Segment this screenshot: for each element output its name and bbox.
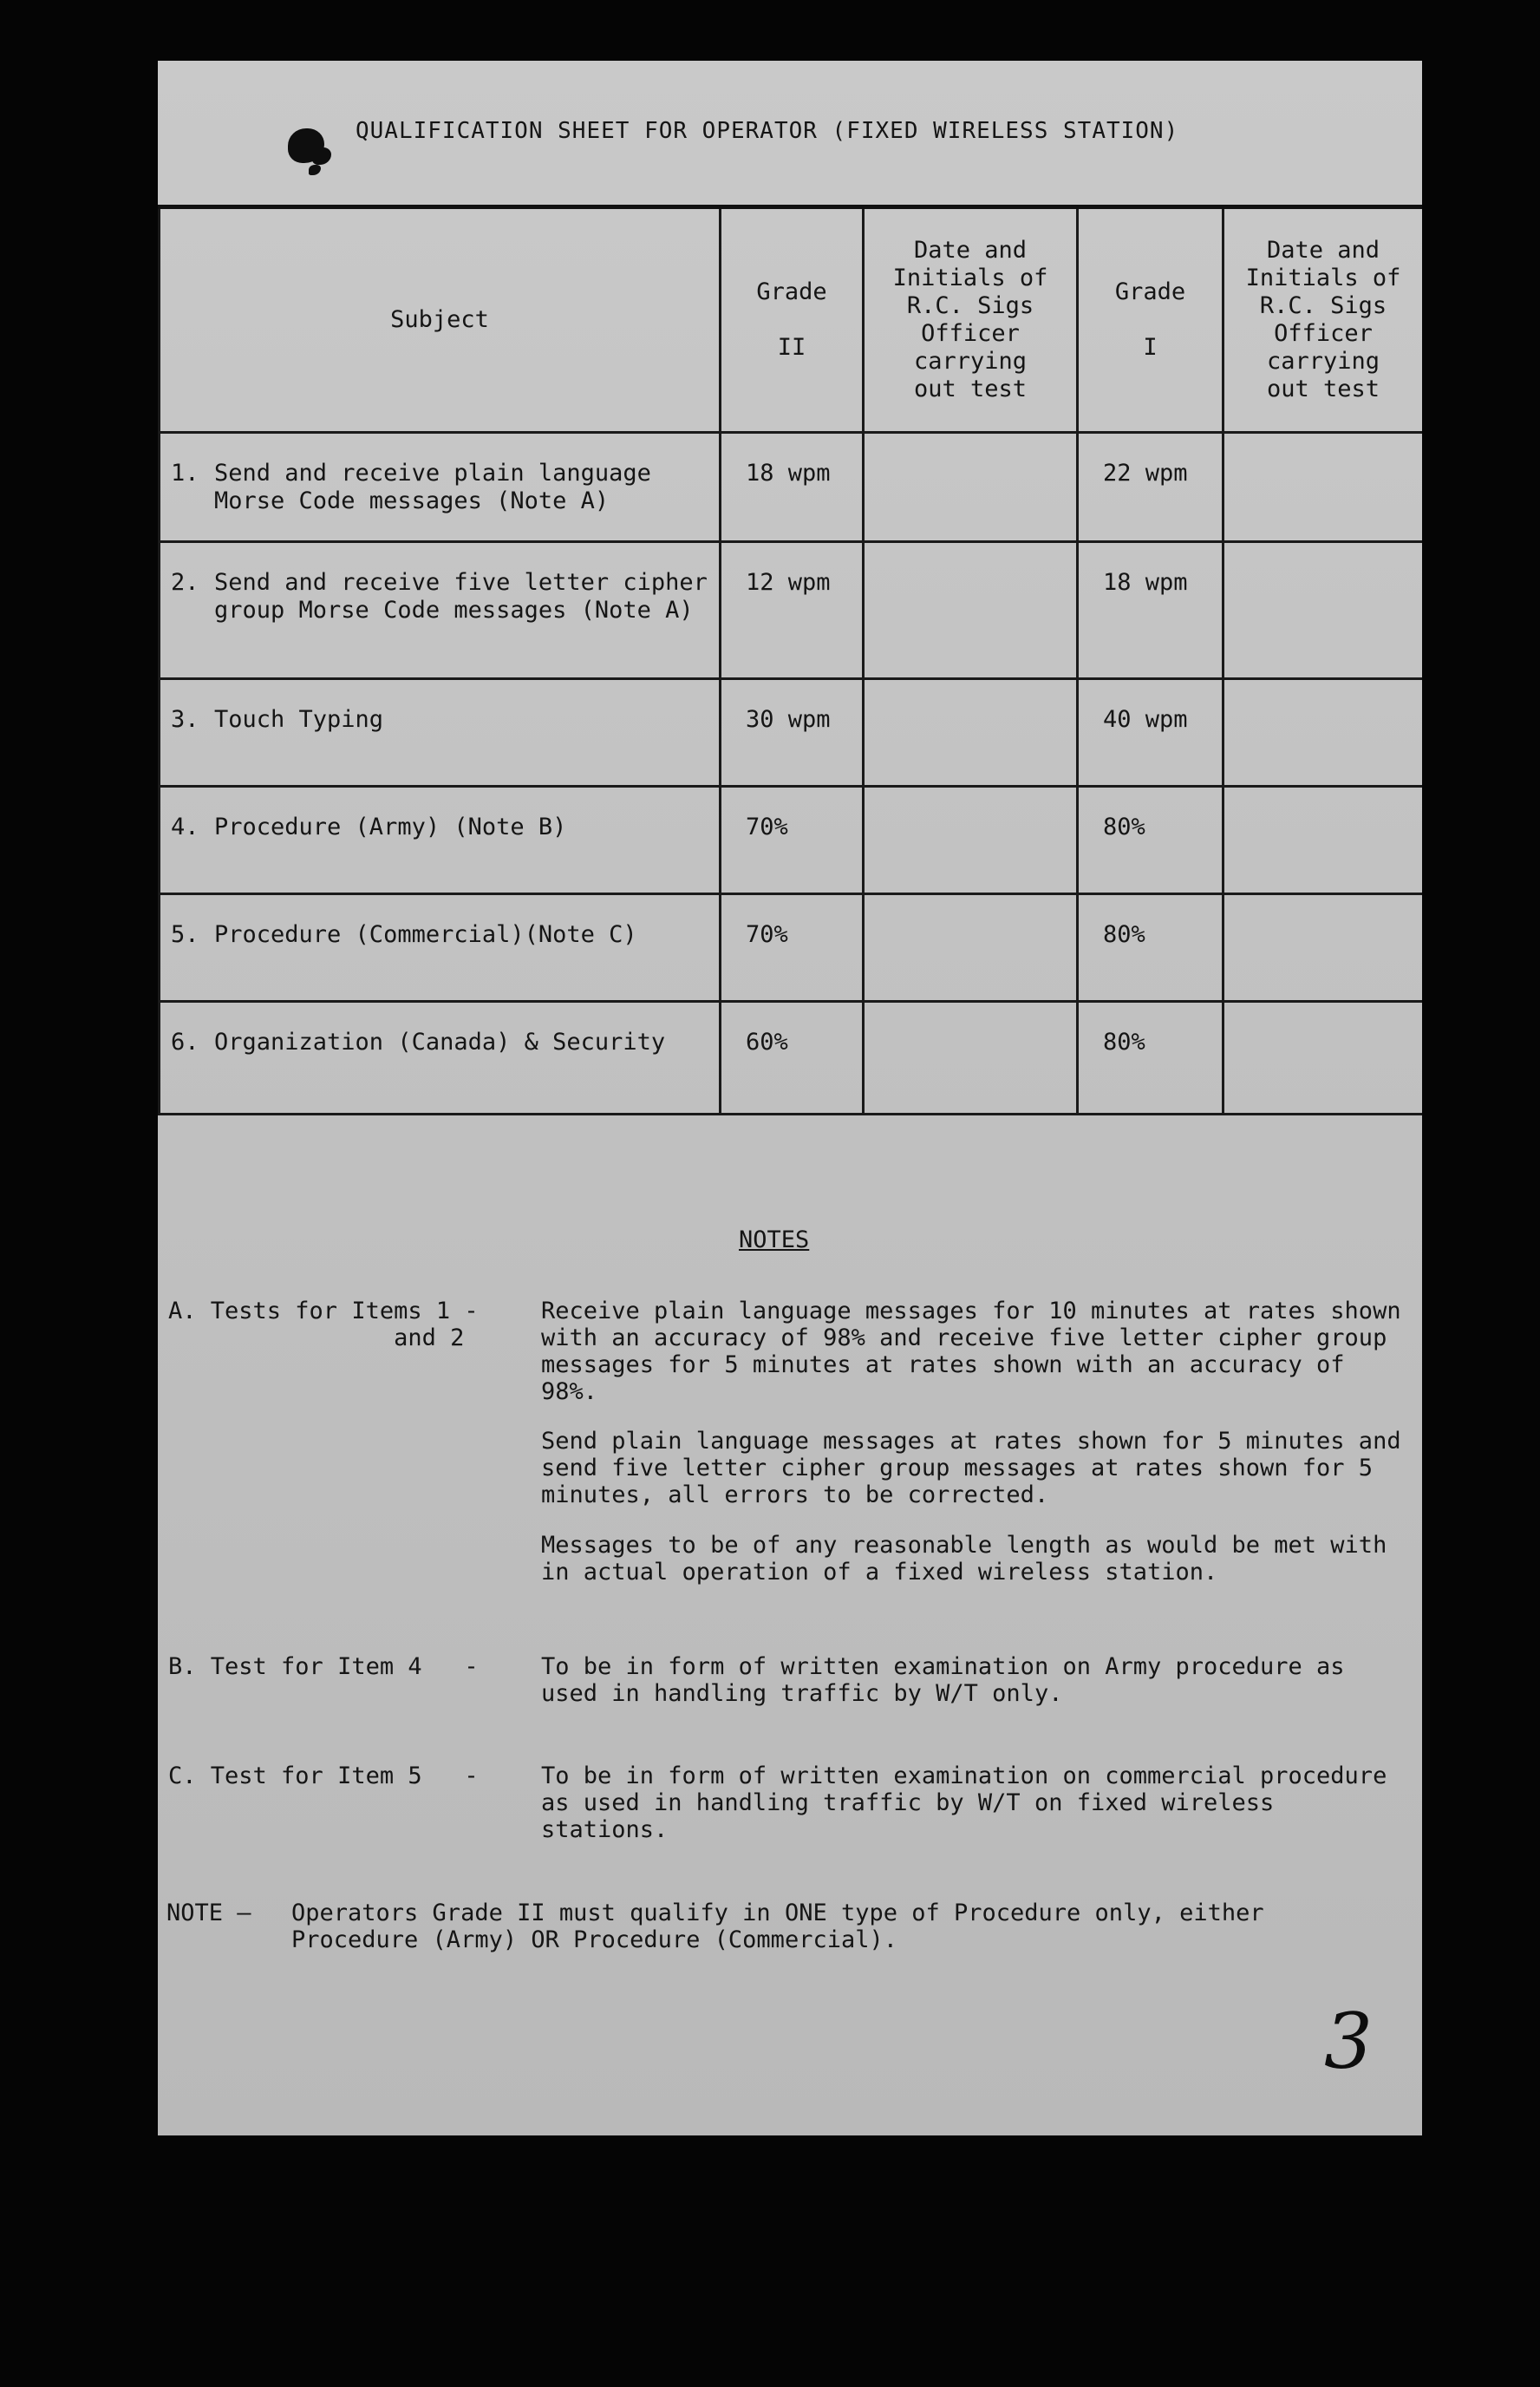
header-grade-ii: Grade II	[721, 207, 864, 433]
header-grade-i: Grade I	[1078, 207, 1224, 433]
grade-i-value: 80%	[1078, 894, 1224, 1002]
subject-text: Procedure (Commercial)(Note C)	[214, 921, 637, 948]
item-number: 2.	[171, 569, 199, 596]
date-initials-grade-ii	[864, 1002, 1078, 1115]
ink-blot	[288, 128, 324, 163]
grade-i-value: 40 wpm	[1078, 679, 1224, 787]
general-note-label: NOTE —	[166, 1900, 251, 1926]
header-date-initials-grade-i: Date and Initials of R.C. Sigs Officer carrying out test	[1224, 207, 1423, 433]
date-initials-grade-ii	[864, 433, 1078, 542]
date-initials-grade-ii	[864, 787, 1078, 894]
note-a-paragraph-1: Receive plain language messages for 10 minutes at rates shown with an accuracy of 98% and receive five letter cipher group messages for 5 minutes at rates shown with an accuracy of 98%.	[541, 1298, 1401, 1405]
item-number: 5.	[171, 921, 199, 948]
qualification-table	[158, 205, 1422, 1115]
note-c-body: To be in form of written examination on commercial procedure as used in handling traffic by W/T on fixed wireless stations.	[541, 1762, 1387, 1843]
item-number: 3.	[171, 706, 199, 733]
table-row	[160, 542, 1423, 679]
grade-i-value: 22 wpm	[1078, 433, 1224, 542]
table-row	[160, 787, 1423, 894]
table-row	[160, 894, 1423, 1002]
item-number: 6.	[171, 1029, 199, 1056]
date-initials-grade-i	[1224, 1002, 1423, 1115]
subject-cell	[160, 433, 721, 542]
grade-ii-value: 60%	[721, 1002, 864, 1115]
subject-cell	[160, 1002, 721, 1115]
notes-heading: NOTES	[739, 1226, 810, 1253]
grade-i-value: 18 wpm	[1078, 542, 1224, 679]
note-a-paragraph-2: Send plain language messages at rates shown for 5 minutes and send five letter cipher group messages at rates shown for 5 minutes, all errors to be corrected.	[541, 1428, 1401, 1508]
note-a-label: A. Tests for Items 1 - and 2	[168, 1298, 479, 1351]
header-subject: Subject	[160, 207, 721, 433]
header-date-initials-grade-ii: Date and Initials of R.C. Sigs Officer carrying out test	[864, 207, 1078, 433]
note-c-label: C. Test for Item 5 -	[168, 1762, 479, 1789]
date-initials-grade-i	[1224, 433, 1423, 542]
subject-text: Send and receive five letter cipher group Morse Code messages (Note A)	[214, 569, 708, 624]
subject-text: Touch Typing	[214, 706, 384, 733]
grade-ii-value: 70%	[721, 787, 864, 894]
date-initials-grade-i	[1224, 787, 1423, 894]
general-note-body: Operators Grade II must qualify in ONE type of Procedure only, either Procedure (Army) OR Procedure (Commercial).	[291, 1900, 1264, 1953]
date-initials-grade-ii	[864, 542, 1078, 679]
subject-cell	[160, 894, 721, 1002]
table-row	[160, 1002, 1423, 1115]
date-initials-grade-ii	[864, 894, 1078, 1002]
subject-cell	[160, 542, 721, 679]
date-initials-grade-i	[1224, 679, 1423, 787]
subject-cell	[160, 787, 721, 894]
grade-i-value: 80%	[1078, 787, 1224, 894]
subject-text: Send and receive plain language Morse Code messages (Note A)	[214, 460, 651, 514]
table-row	[160, 433, 1423, 542]
item-number: 1.	[171, 460, 199, 487]
table-row	[160, 679, 1423, 787]
subject-text: Organization (Canada) & Security	[214, 1029, 666, 1056]
document-sheet	[158, 61, 1422, 2135]
grade-ii-value: 70%	[721, 894, 864, 1002]
handwritten-page-number: 3	[1324, 1997, 1373, 2086]
subject-text: Procedure (Army) (Note B)	[214, 814, 567, 840]
subject-cell	[160, 679, 721, 787]
note-a-paragraph-3: Messages to be of any reasonable length as would be met with in actual operation of a fixed wireless station.	[541, 1532, 1387, 1586]
date-initials-grade-i	[1224, 894, 1423, 1002]
note-b-body: To be in form of written examination on Army procedure as used in handling traffic by W/T only.	[541, 1653, 1345, 1707]
grade-ii-value: 18 wpm	[721, 433, 864, 542]
date-initials-grade-ii	[864, 679, 1078, 787]
table-header-row	[160, 207, 1423, 433]
grade-i-value: 80%	[1078, 1002, 1224, 1115]
grade-ii-value: 12 wpm	[721, 542, 864, 679]
grade-ii-value: 30 wpm	[721, 679, 864, 787]
note-b-label: B. Test for Item 4 -	[168, 1653, 479, 1680]
item-number: 4.	[171, 814, 199, 840]
document-title: QUALIFICATION SHEET FOR OPERATOR (FIXED WIRELESS STATION)	[356, 118, 1179, 144]
date-initials-grade-i	[1224, 542, 1423, 679]
